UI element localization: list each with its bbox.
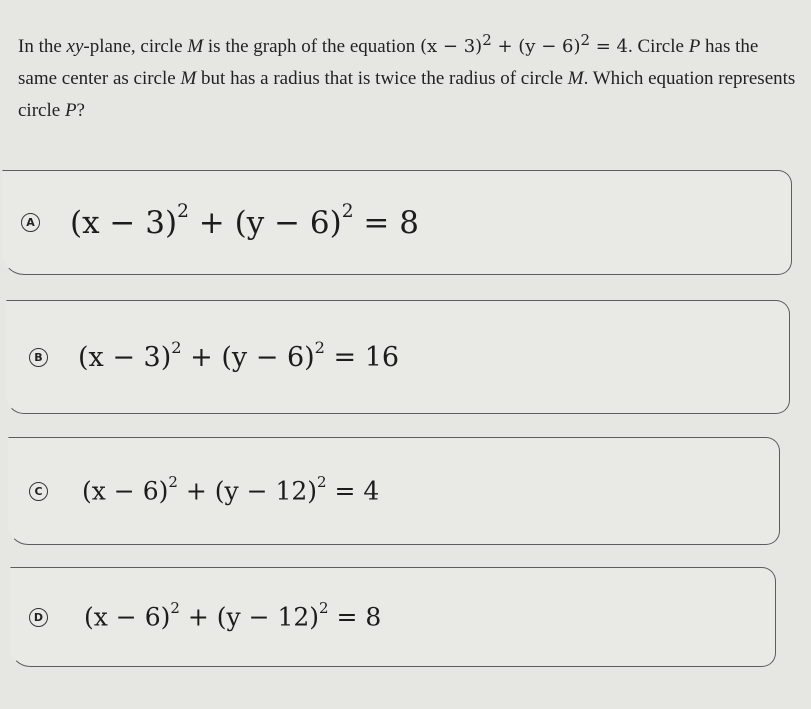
eq-part: + (y − 6) [188,204,342,241]
question-segment: . Which equation represents circle [18,68,796,121]
question-segment: In the [18,36,67,57]
eq-exponent: 2 [314,337,325,357]
eq-exponent: 2 [168,473,178,492]
option-letter-a-badge: A [21,213,40,232]
question-segment: . Circle [628,36,689,57]
eq-exponent: 2 [177,201,189,223]
question-segment: is the graph of the equation [203,36,421,57]
eq-exponent: 2 [170,599,180,618]
eq-part: + (y − 6) [181,342,315,373]
eq-exponent: 2 [317,473,327,492]
question-eq-part: = 4 [590,36,628,57]
eq-rhs: = 8 [328,602,382,632]
eq-rhs: = 4 [326,476,380,506]
question-var-m: M [180,68,197,89]
eq-part: (x − 6) [82,476,169,506]
answer-option-d[interactable] [10,567,776,667]
eq-part: (x − 3) [70,204,178,241]
question-var-m: M [567,68,584,89]
eq-rhs: = 8 [353,204,419,241]
eq-part: (x − 6) [84,602,171,632]
question-text [18,24,796,127]
question-var-xy: xy [66,36,84,57]
question-equation [420,31,628,57]
question-eq-part: (x − 3) [420,36,483,57]
answer-option-a[interactable] [2,170,792,275]
question-segment: has the same center as circle [18,36,759,89]
question-eq-exponent: 2 [482,31,492,49]
question-var-p: P [688,36,701,57]
eq-part: + (y − 12) [177,476,318,506]
question-var-m: M [187,36,204,57]
option-b-equation [78,337,400,373]
option-a-equation [70,201,419,241]
answer-option-c[interactable] [8,437,780,545]
option-letter-d-badge: D [29,608,48,627]
question-eq-part: + (y − 6) [491,36,581,57]
question-segment: -plane, circle [83,36,188,57]
option-d-equation [84,599,382,632]
eq-exponent: 2 [341,201,354,223]
eq-part: (x − 3) [78,342,172,373]
option-c-equation [82,473,380,506]
question-segment: ? [76,100,85,121]
option-letter-c-badge: C [29,482,48,501]
question-var-p: P [64,100,77,121]
question-segment: but has a radius that is twice the radius of circle [196,68,568,89]
eq-part: + (y − 12) [179,602,320,632]
eq-rhs: = 16 [324,342,400,373]
option-letter-b-badge: B [29,348,48,367]
answer-option-b[interactable] [6,300,790,414]
eq-exponent: 2 [319,599,329,618]
eq-exponent: 2 [171,337,182,357]
question-eq-exponent: 2 [580,31,591,49]
